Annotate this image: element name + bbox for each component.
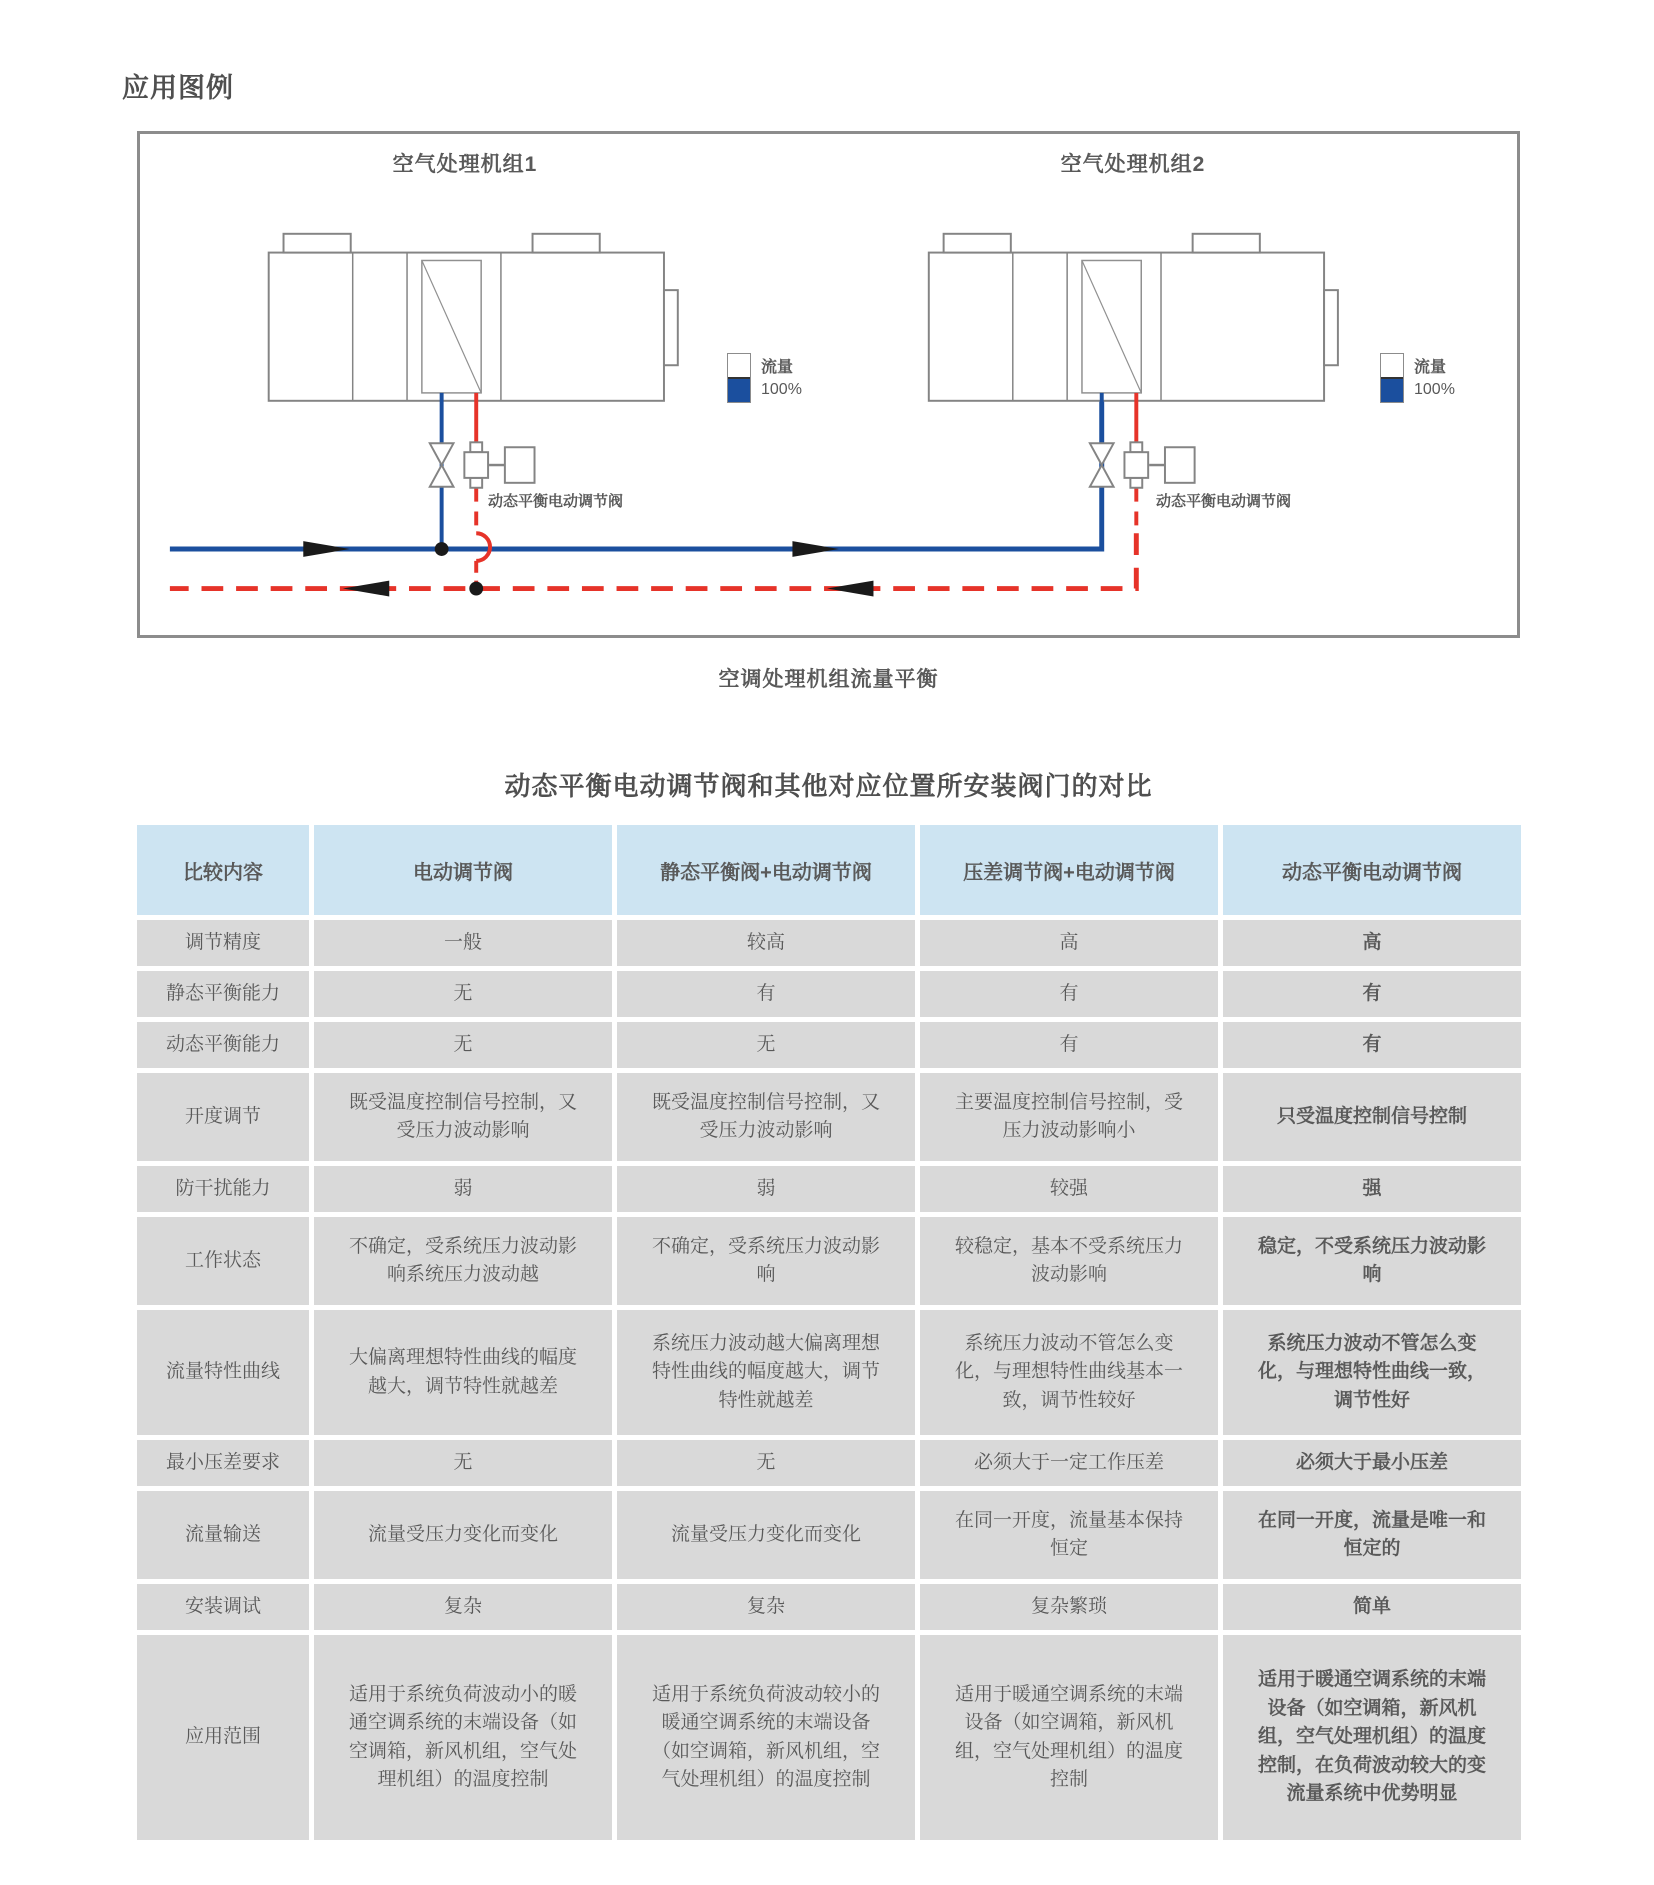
legend-value: 100% [761,381,802,398]
table-cell: 在同一开度，流量基本保持恒定 [920,1491,1218,1579]
table-cell: 适用于系统负荷波动小的暖通空调系统的末端设备（如空调箱，新风机组，空气处理机组）的温度控制 [314,1635,612,1840]
row-label: 工作状态 [137,1217,309,1305]
flow-legend-1 [727,353,802,403]
shutoff-valve-icon [430,443,454,486]
table-cell: 较稳定，基本不受系统压力波动影响 [920,1217,1218,1305]
table-cell: 有 [617,971,915,1017]
table-cell: 高 [1223,920,1521,966]
motorized-valve-icon [1124,442,1194,487]
table-cell: 一般 [314,920,612,966]
row-label: 防干扰能力 [137,1166,309,1212]
table-row [137,1073,1521,1161]
table-cell: 强 [1223,1166,1521,1212]
table-row [137,1166,1521,1212]
flow-arrow-icon [792,541,838,557]
legend-value: 100% [1414,381,1455,398]
table-cell: 必须大于最小压差 [1223,1440,1521,1486]
flow-legend-swatch-icon [1380,353,1404,403]
table-row [137,1217,1521,1305]
table-row [137,971,1521,1017]
table-cell: 适用于暖通空调系统的末端设备（如空调箱，新风机组，空气处理机组）的温度控制 [920,1635,1218,1840]
table-cell: 既受温度控制信号控制，又受压力波动影响 [314,1073,612,1161]
table-cell: 无 [314,1440,612,1486]
row-label: 静态平衡能力 [137,971,309,1017]
row-label: 安装调试 [137,1584,309,1630]
table-row [137,1491,1521,1579]
table-cell: 无 [617,1022,915,1068]
legend-label: 流量 [1414,359,1447,376]
flow-arrow-icon [827,581,873,597]
row-label: 开度调节 [137,1073,309,1161]
flow-arrow-icon [303,541,349,557]
table-cell: 系统压力波动不管怎么变化，与理想特性曲线基本一致，调节性较好 [920,1310,1218,1435]
table-cell: 流量受压力变化而变化 [617,1491,915,1579]
piping-diagram-graphic [140,134,1517,635]
row-label: 动态平衡能力 [137,1022,309,1068]
table-row [137,1584,1521,1630]
legend-label: 流量 [761,359,794,376]
table-row [137,920,1521,966]
table-cell: 弱 [314,1166,612,1212]
row-label: 应用范围 [137,1635,309,1840]
row-label: 最小压差要求 [137,1440,309,1486]
table-cell: 复杂 [314,1584,612,1630]
table-cell: 系统压力波动越大偏离理想特性曲线的幅度越大，调节特性就越差 [617,1310,915,1435]
table-cell: 既受温度控制信号控制，又受压力波动影响 [617,1073,915,1161]
unit-1-title: 空气处理机组1 [392,153,538,176]
unit-2-title: 空气处理机组2 [1060,153,1206,176]
flow-legend-2 [1380,353,1455,403]
diagram-caption: 空调处理机组流量平衡 [718,668,939,691]
supply-pipe [170,393,1102,549]
junction-dot [435,542,449,556]
column-header: 静态平衡阀+电动调节阀 [617,825,915,915]
table-cell: 必须大于一定工作压差 [920,1440,1218,1486]
table-row [137,1440,1521,1486]
table-cell: 大偏离理想特性曲线的幅度越大，调节特性就越差 [314,1310,612,1435]
table-row [137,1310,1521,1435]
table-row [137,1635,1521,1840]
column-header: 电动调节阀 [314,825,612,915]
table-cell: 复杂 [617,1584,915,1630]
comparison-table [132,820,1526,1845]
column-header: 压差调节阀+电动调节阀 [920,825,1218,915]
table-cell: 弱 [617,1166,915,1212]
junction-dot [469,582,483,596]
table-header-row [137,825,1521,915]
motorized-valve-icon [464,442,534,487]
page-title: 应用图例 [122,73,234,103]
table-cell: 有 [1223,1022,1521,1068]
table-cell: 不确定，受系统压力波动影响系统压力波动越 [314,1217,612,1305]
table-cell: 较高 [617,920,915,966]
table-cell: 不确定，受系统压力波动影响 [617,1217,915,1305]
flow-arrow-icon [343,581,389,597]
table-cell: 在同一开度，流量是唯一和恒定的 [1223,1491,1521,1579]
table-row [137,1022,1521,1068]
return-pipe [170,533,1136,588]
table-cell: 系统压力波动不管怎么变化，与理想特性曲线一致，调节性好 [1223,1310,1521,1435]
table-cell: 简单 [1223,1584,1521,1630]
table-cell: 较强 [920,1166,1218,1212]
table-cell: 稳定，不受系统压力波动影响 [1223,1217,1521,1305]
table-cell: 主要温度控制信号控制，受压力波动影响小 [920,1073,1218,1161]
table-cell: 适用于暖通空调系统的末端设备（如空调箱，新风机组，空气处理机组）的温度控制，在负荷波动较大的变流量系统中优势明显 [1223,1635,1521,1840]
shutoff-valve-icon [1090,443,1114,486]
row-label: 流量输送 [137,1491,309,1579]
table-cell: 高 [920,920,1218,966]
table-cell: 无 [314,1022,612,1068]
column-header: 比较内容 [137,825,309,915]
valve-label-2: 动态平衡电动调节阀 [1156,493,1292,510]
row-label: 调节精度 [137,920,309,966]
table-cell: 复杂繁琐 [920,1584,1218,1630]
column-header: 动态平衡电动调节阀 [1223,825,1521,915]
row-label: 流量特性曲线 [137,1310,309,1435]
table-cell: 只受温度控制信号控制 [1223,1073,1521,1161]
table-cell: 适用于系统负荷波动较小的暖通空调系统的末端设备（如空调箱，新风机组，空气处理机组）的温度控制 [617,1635,915,1840]
table-cell: 无 [314,971,612,1017]
table-cell: 有 [920,1022,1218,1068]
table-cell: 流量受压力变化而变化 [314,1491,612,1579]
table-cell: 有 [1223,971,1521,1017]
table-cell: 无 [617,1440,915,1486]
valve-label-1: 动态平衡电动调节阀 [488,493,624,510]
comparison-table-title: 动态平衡电动调节阀和其他对应位置所安装阀门的对比 [504,771,1153,801]
flow-legend-swatch-icon [727,353,751,403]
application-diagram [137,131,1520,638]
table-cell: 有 [920,971,1218,1017]
